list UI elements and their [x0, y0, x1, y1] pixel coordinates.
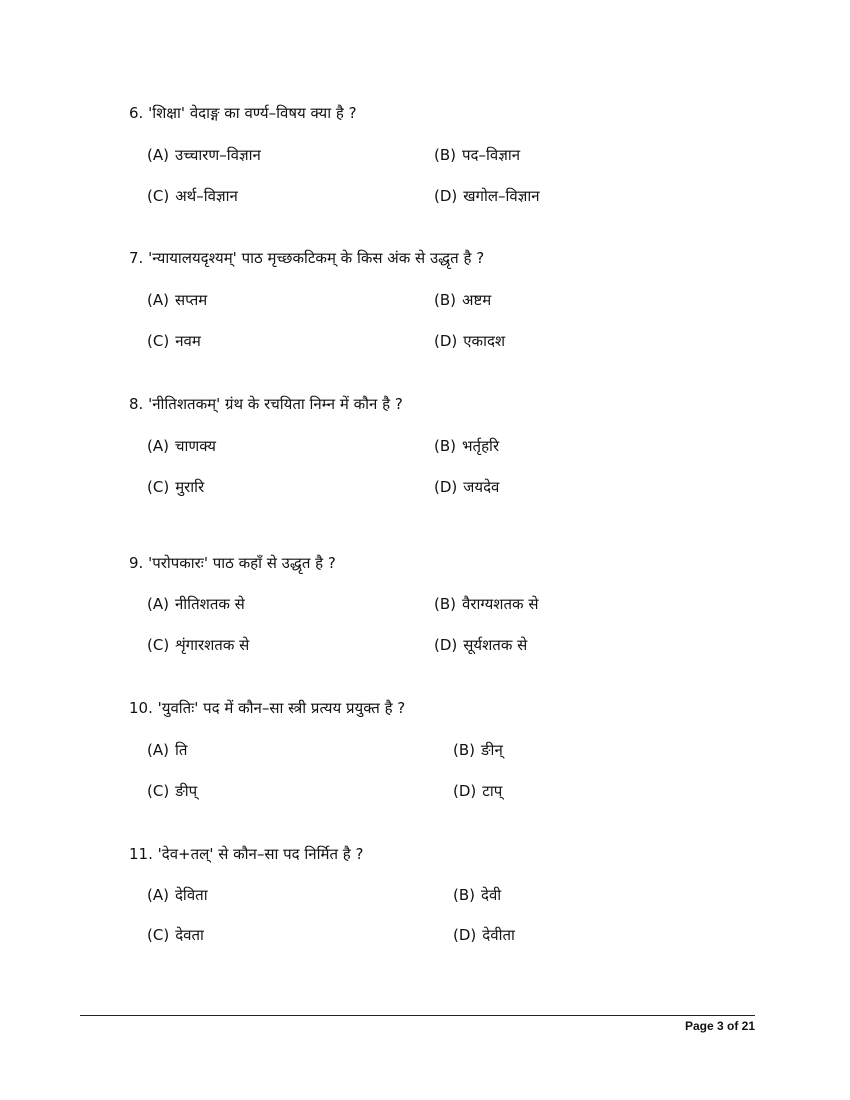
- option-a: [147, 436, 216, 456]
- option-text: ङीप्: [175, 782, 198, 800]
- option-letter: (C): [147, 636, 170, 654]
- option-b: [434, 436, 499, 456]
- option-text: वैराग्यशतक से: [462, 595, 539, 613]
- question-text: 6. 'शिक्षा' वेदाङ्ग का वर्ण्य–विषय क्या है ?: [129, 104, 357, 122]
- option-letter: (A): [147, 146, 169, 164]
- option-c: [147, 331, 201, 351]
- option-b: [453, 885, 501, 905]
- question-text: 8. 'नीतिशतकम्' ग्रंथ के रचयिता निम्न में कौन है ?: [129, 395, 403, 413]
- question-text: 7. 'न्यायालयदृश्यम्' पाठ मृच्छकटिकम् के किस अंक से उद्धृत है ?: [129, 249, 485, 267]
- option-c: [147, 635, 249, 655]
- option-text: देवीता: [482, 926, 515, 944]
- option-letter: (C): [147, 187, 170, 205]
- option-c: [147, 925, 204, 945]
- option-text: खगोल–विज्ञान: [463, 187, 540, 205]
- option-b: [434, 145, 520, 165]
- option-text: मुरारि: [175, 478, 205, 496]
- option-letter: (C): [147, 926, 170, 944]
- footer-divider: [80, 1015, 755, 1016]
- option-text: सप्तम: [174, 291, 208, 309]
- option-letter: (D): [434, 636, 458, 654]
- option-d: [434, 331, 505, 351]
- option-b: [434, 594, 538, 614]
- option-text: जयदेव: [463, 478, 500, 496]
- option-text: ति: [174, 741, 188, 759]
- option-letter: (D): [453, 926, 477, 944]
- option-letter: (B): [434, 595, 456, 613]
- option-letter: (C): [147, 332, 170, 350]
- option-d: [434, 635, 527, 655]
- option-text: नीतिशतक से: [174, 595, 245, 613]
- option-letter: (D): [453, 782, 477, 800]
- option-letter: (A): [147, 291, 169, 309]
- option-a: [147, 594, 245, 614]
- option-a: [147, 885, 208, 905]
- option-text: एकादश: [463, 332, 506, 350]
- option-letter: (B): [434, 146, 456, 164]
- question-text: 11. 'देव+तल्' से कौन–सा पद निर्मित है ?: [129, 845, 364, 863]
- option-a: [147, 145, 261, 165]
- option-text: अर्थ–विज्ञान: [175, 187, 238, 205]
- option-letter: (A): [147, 595, 169, 613]
- option-text: टाप्: [482, 782, 503, 800]
- option-letter: (D): [434, 187, 458, 205]
- option-letter: (B): [453, 741, 475, 759]
- option-text: शृंगारशतक से: [175, 636, 250, 654]
- option-b: [434, 290, 491, 310]
- option-d: [434, 186, 540, 206]
- option-text: अष्टम: [462, 291, 492, 309]
- option-d: [453, 781, 502, 801]
- option-text: भर्तृहरि: [462, 437, 500, 455]
- option-letter: (B): [434, 437, 456, 455]
- option-letter: (D): [434, 332, 458, 350]
- option-letter: (A): [147, 437, 169, 455]
- option-text: उच्चारण–विज्ञान: [174, 146, 261, 164]
- option-text: देवता: [175, 926, 204, 944]
- option-letter: (A): [147, 741, 169, 759]
- option-d: [434, 477, 499, 497]
- option-letter: (B): [453, 886, 475, 904]
- option-a: [147, 290, 207, 310]
- option-letter: (C): [147, 478, 170, 496]
- option-text: सूर्यशतक से: [463, 636, 528, 654]
- option-text: चाणक्य: [174, 437, 216, 455]
- option-text: देविता: [174, 886, 208, 904]
- option-c: [147, 781, 197, 801]
- option-text: ङीन्: [481, 741, 503, 759]
- option-letter: (B): [434, 291, 456, 309]
- option-letter: (C): [147, 782, 170, 800]
- option-letter: (A): [147, 886, 169, 904]
- option-b: [453, 740, 503, 760]
- question-text: 9. 'परोपकारः' पाठ कहाँ से उद्धृत है ?: [129, 554, 336, 572]
- option-text: नवम: [175, 332, 201, 350]
- option-a: [147, 740, 187, 760]
- page-number: Page 3 of 21: [684, 1019, 755, 1033]
- option-letter: (D): [434, 478, 458, 496]
- option-c: [147, 477, 204, 497]
- option-text: देवी: [481, 886, 502, 904]
- option-text: पद–विज्ञान: [462, 146, 521, 164]
- option-c: [147, 186, 238, 206]
- option-d: [453, 925, 515, 945]
- question-text: 10. 'युवतिः' पद में कौन–सा स्त्री प्रत्यय प्रयुक्त है ?: [129, 699, 406, 717]
